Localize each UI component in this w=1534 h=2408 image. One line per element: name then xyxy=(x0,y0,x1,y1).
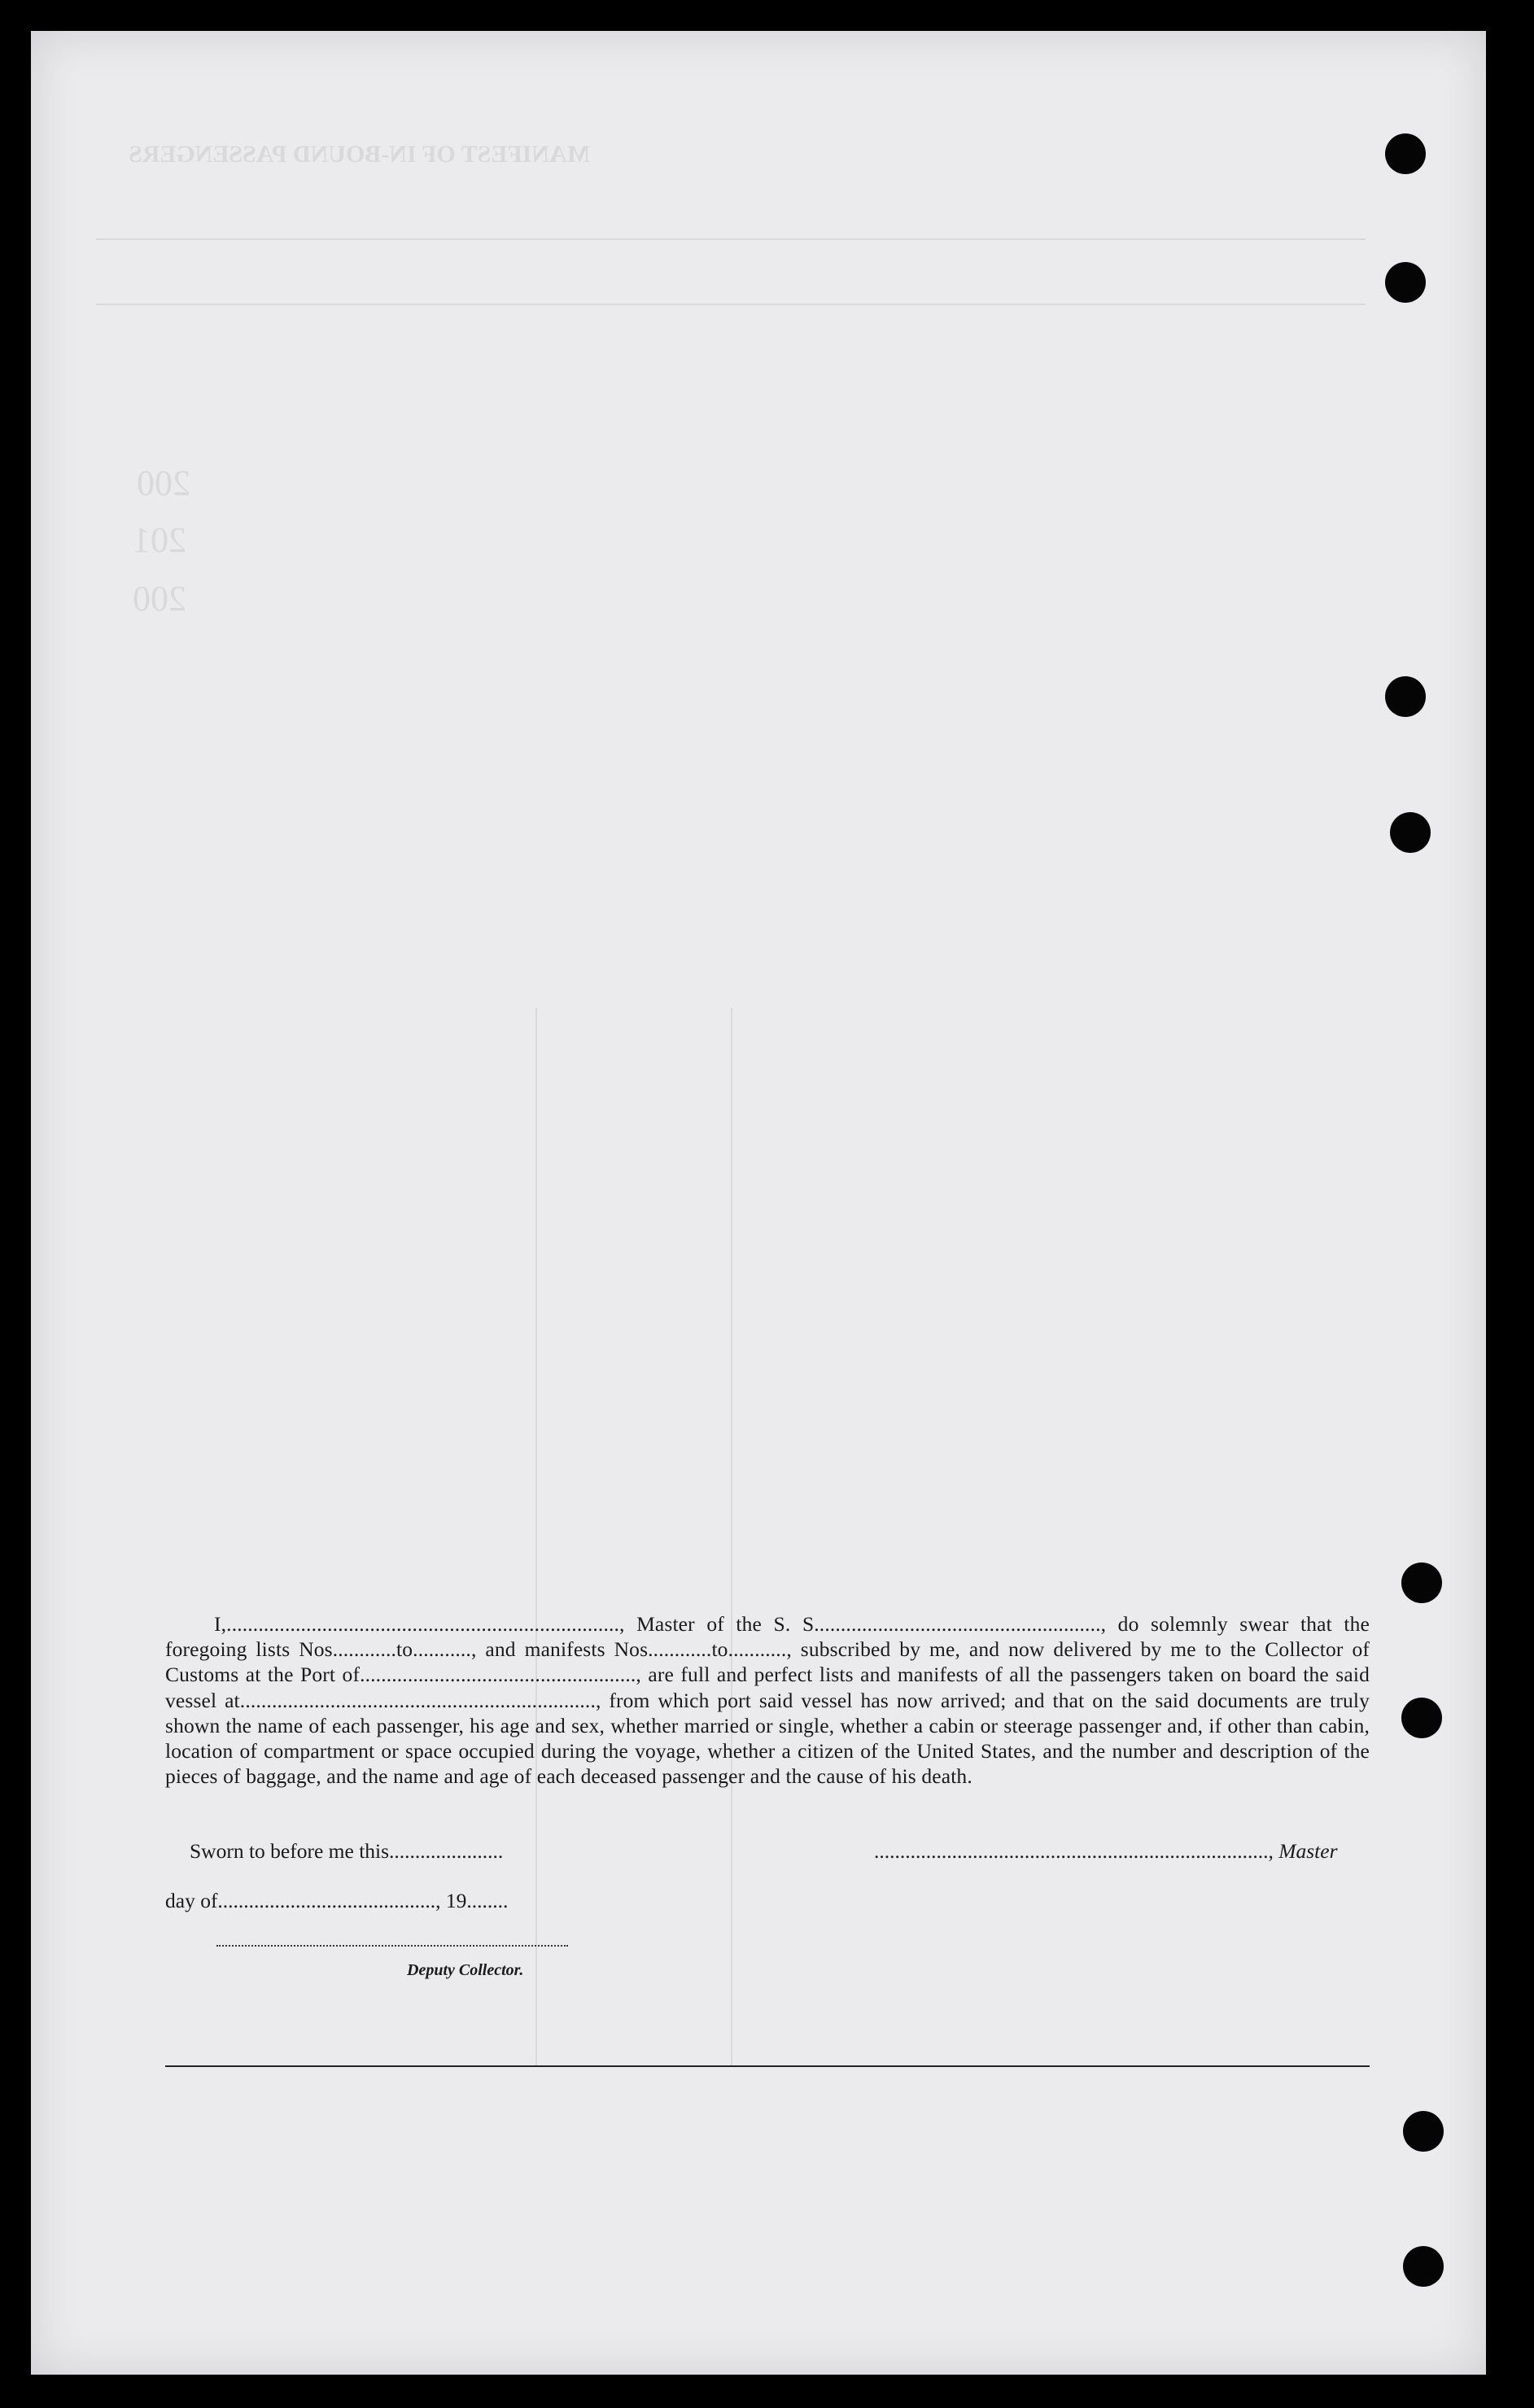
punch-hole-3 xyxy=(1385,676,1426,717)
punch-hole-5 xyxy=(1401,1562,1442,1603)
master-signature-dots: ............................................................................, xyxy=(874,1839,1274,1863)
punch-hole-6 xyxy=(1401,1698,1442,1738)
day-of-line: day of.........................................., 19........ xyxy=(165,1889,509,1912)
bleed-through-rule-1 xyxy=(96,238,1366,240)
punch-hole-7 xyxy=(1403,2111,1444,2152)
bleed-through-heading: MANIFEST OF IN-BOUND PASSENGERS xyxy=(129,141,591,168)
bleed-through-column-2 xyxy=(731,1007,732,2065)
bleed-through-number-2: 201 xyxy=(133,520,186,560)
bleed-through-number-3: 200 xyxy=(133,579,186,618)
sworn-before-line: Sworn to before me this...................... xyxy=(190,1839,504,1863)
document-sheet xyxy=(31,31,1486,2375)
master-oath-paragraph xyxy=(165,1611,1370,1789)
bleed-through-number-1: 200 xyxy=(137,463,190,503)
bottom-divider xyxy=(165,2065,1370,2067)
punch-hole-8 xyxy=(1403,2246,1444,2287)
master-label: Master xyxy=(1278,1839,1338,1863)
master-signature-line xyxy=(874,1839,1338,1864)
punch-hole-4 xyxy=(1390,812,1431,853)
deputy-collector-label: Deputy Collector. xyxy=(407,1961,524,1979)
bleed-through-column-1 xyxy=(535,1007,537,2065)
bleed-through-rule-2 xyxy=(96,304,1366,305)
deputy-collector-signature-line xyxy=(216,1945,568,1947)
punch-hole-1 xyxy=(1385,133,1426,174)
punch-hole-2 xyxy=(1385,262,1426,303)
oath-text: I,.........................................................................., Master of the S. S......................................................, do solemnly swear that the foregoing lists Nos............to..........., and manifests Nos............to..........., subscribed by me, and now delivered by me to the Collector of Customs at the Port of...................................................., are full and perfect lists and manifests of all the passengers taken on board the said vessel at..................................................................., from which port said vessel has now arrived; and that on the said documents are truly shown the name of each passenger, his age and sex, whether married or single, whether a cabin or steerage passenger and, if other than cabin, location of compartment or space occupied during the voyage, whether a citizen of the United States, and the number and description of the pieces of baggage, and the name and age of each deceased passenger and the cause of his death. xyxy=(165,1612,1370,1789)
